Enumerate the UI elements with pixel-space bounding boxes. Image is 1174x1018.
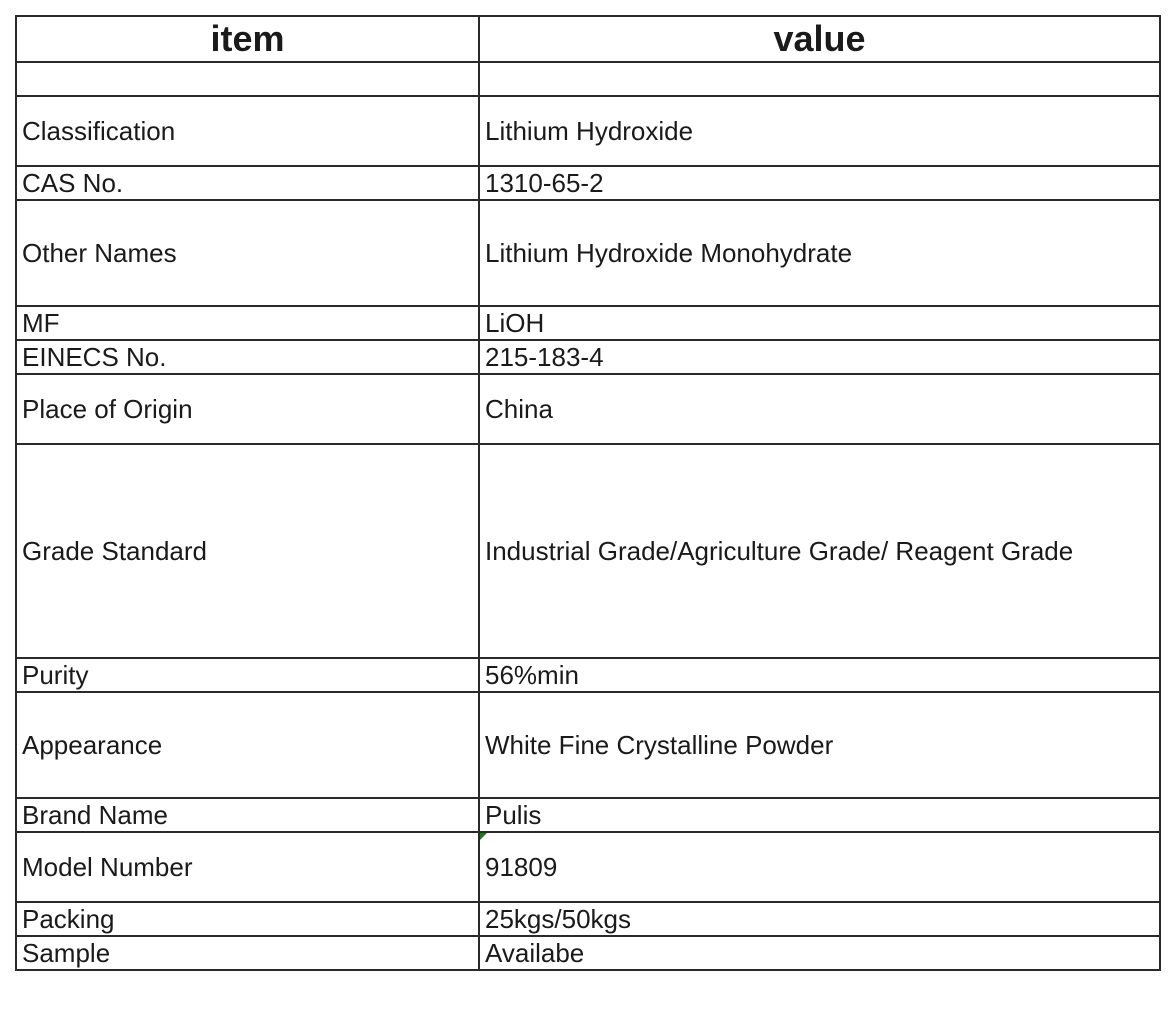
- value-cell: Industrial Grade/Agriculture Grade/ Reagent Grade: [479, 444, 1160, 658]
- item-cell: Classification: [16, 96, 479, 166]
- table-row-cas-no: [16, 166, 1160, 200]
- item-cell: Other Names: [16, 200, 479, 306]
- value-cell: [479, 62, 1160, 96]
- header-item: item: [16, 16, 479, 62]
- table-row-place-of-origin: [16, 374, 1160, 444]
- item-cell: Sample: [16, 936, 479, 970]
- item-cell: Place of Origin: [16, 374, 479, 444]
- table-row-packing: [16, 902, 1160, 936]
- value-cell: 1310-65-2: [479, 166, 1160, 200]
- item-cell: Appearance: [16, 692, 479, 798]
- value-cell: 215-183-4: [479, 340, 1160, 374]
- value-cell: 25kgs/50kgs: [479, 902, 1160, 936]
- value-text: 91809: [485, 852, 558, 882]
- spec-table: [15, 15, 1161, 971]
- item-cell: [16, 62, 479, 96]
- table-row-model-number: [16, 832, 1160, 902]
- value-cell: 56%min: [479, 658, 1160, 692]
- value-cell: Lithium Hydroxide: [479, 96, 1160, 166]
- item-cell: Purity: [16, 658, 479, 692]
- value-cell: Lithium Hydroxide Monohydrate: [479, 200, 1160, 306]
- table-row-mf: [16, 306, 1160, 340]
- comment-marker-icon: [480, 833, 487, 840]
- table-row-appearance: [16, 692, 1160, 798]
- table-row-classification: [16, 96, 1160, 166]
- value-cell: China: [479, 374, 1160, 444]
- item-cell: Model Number: [16, 832, 479, 902]
- value-cell: [479, 832, 1160, 902]
- table-row-grade-standard: [16, 444, 1160, 658]
- value-cell: Pulis: [479, 798, 1160, 832]
- item-cell: Packing: [16, 902, 479, 936]
- item-cell: EINECS No.: [16, 340, 479, 374]
- table-row-einecs-no: [16, 340, 1160, 374]
- table-row-other-names: [16, 200, 1160, 306]
- item-cell: Brand Name: [16, 798, 479, 832]
- value-cell: LiOH: [479, 306, 1160, 340]
- item-cell: Grade Standard: [16, 444, 479, 658]
- table-row-purity: [16, 658, 1160, 692]
- header-value: value: [479, 16, 1160, 62]
- item-cell: MF: [16, 306, 479, 340]
- table-row-empty: [16, 62, 1160, 96]
- value-cell: White Fine Crystalline Powder: [479, 692, 1160, 798]
- table-row-sample: [16, 936, 1160, 970]
- header-row: [16, 16, 1160, 62]
- value-cell: Availabe: [479, 936, 1160, 970]
- table-row-brand-name: [16, 798, 1160, 832]
- item-cell: CAS No.: [16, 166, 479, 200]
